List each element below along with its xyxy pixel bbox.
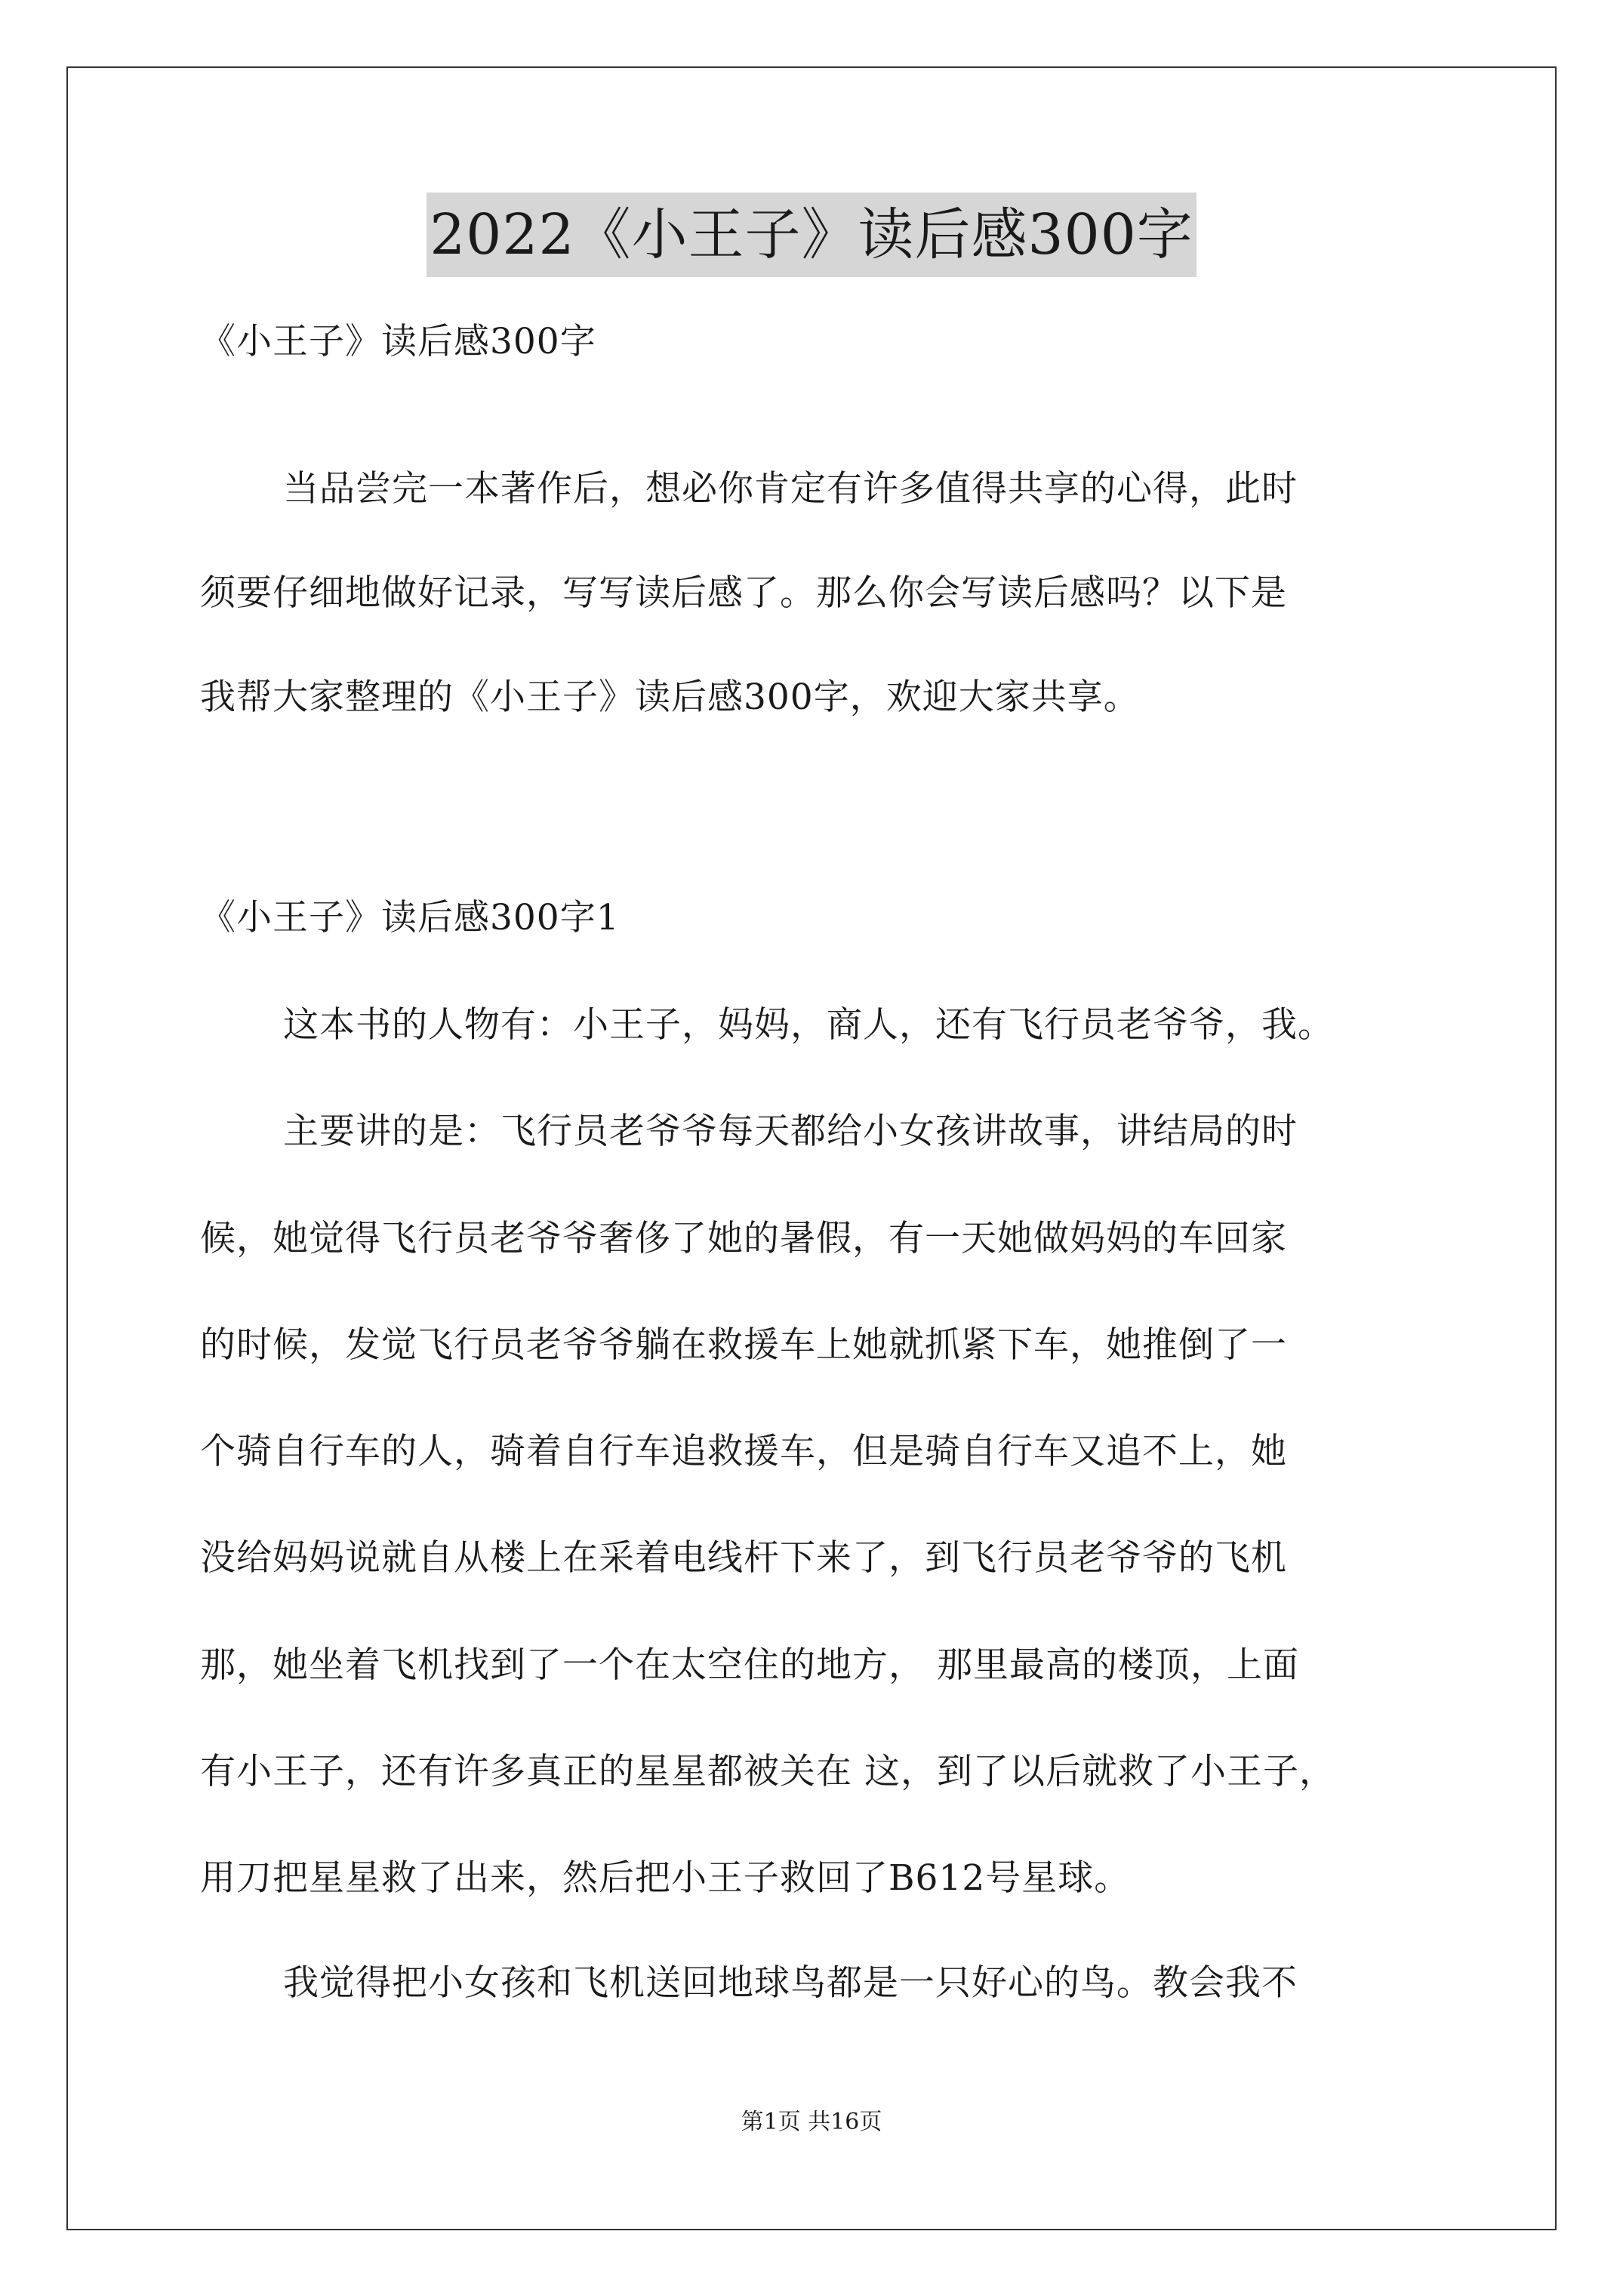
paragraph-line: 没给妈妈说就自从楼上在采着电线杆下来了，到飞行员老爷爷的飞机 [200,1537,1287,1579]
paragraph-line: 主要讲的是：飞行员老爷爷每天都给小女孩讲故事，讲结局的时 [283,1111,1298,1152]
document-title: 2022《小王子》读后感300字 [427,193,1196,277]
subtitle: 《小王子》读后感300字 [200,321,596,362]
paragraph-line: 我觉得把小女孩和飞机送回地球鸟都是一只好心的鸟。教会我不 [283,1962,1298,2004]
title-wrap [0,193,1623,277]
paragraph-line: 当品尝完一本著作后，想必你肯定有许多值得共享的心得，此时 [283,468,1298,510]
paragraph-line: 个骑自行车的人，骑着自行车追救援车，但是骑自行车又追不上，她 [200,1431,1287,1472]
paragraph-line: 这本书的人物有：小王子，妈妈，商人，还有飞行员老爷爷，我。 [283,1004,1334,1046]
section-heading: 《小王子》读后感300字1 [200,897,620,938]
paragraph-line: 的时候，发觉飞行员老爷爷躺在救援车上她就抓紧下车，她推倒了一 [200,1324,1287,1366]
paragraph-line: 须要仔细地做好记录，写写读后感了。那么你会写读后感吗？以下是 [200,572,1287,614]
paragraph-line: 那，她坐着飞机找到了一个在太空住的地方， 那里最高的楼顶，上面 [200,1644,1299,1686]
paragraph-line: 候，她觉得飞行员老爷爷奢侈了她的暑假，有一天她做妈妈的车回家 [200,1218,1287,1259]
page-footer: 第1页 共16页 [741,2109,882,2135]
paragraph-line: 用刀把星星救了出来，然后把小王子救回了B612号星球。 [200,1857,1131,1899]
paragraph-line: 我帮大家整理的《小王子》读后感300字，欢迎大家共享。 [200,676,1140,718]
paragraph-line: 有小王子，还有许多真正的星星都被关在 这，到了以后就救了小王子， [200,1751,1335,1792]
